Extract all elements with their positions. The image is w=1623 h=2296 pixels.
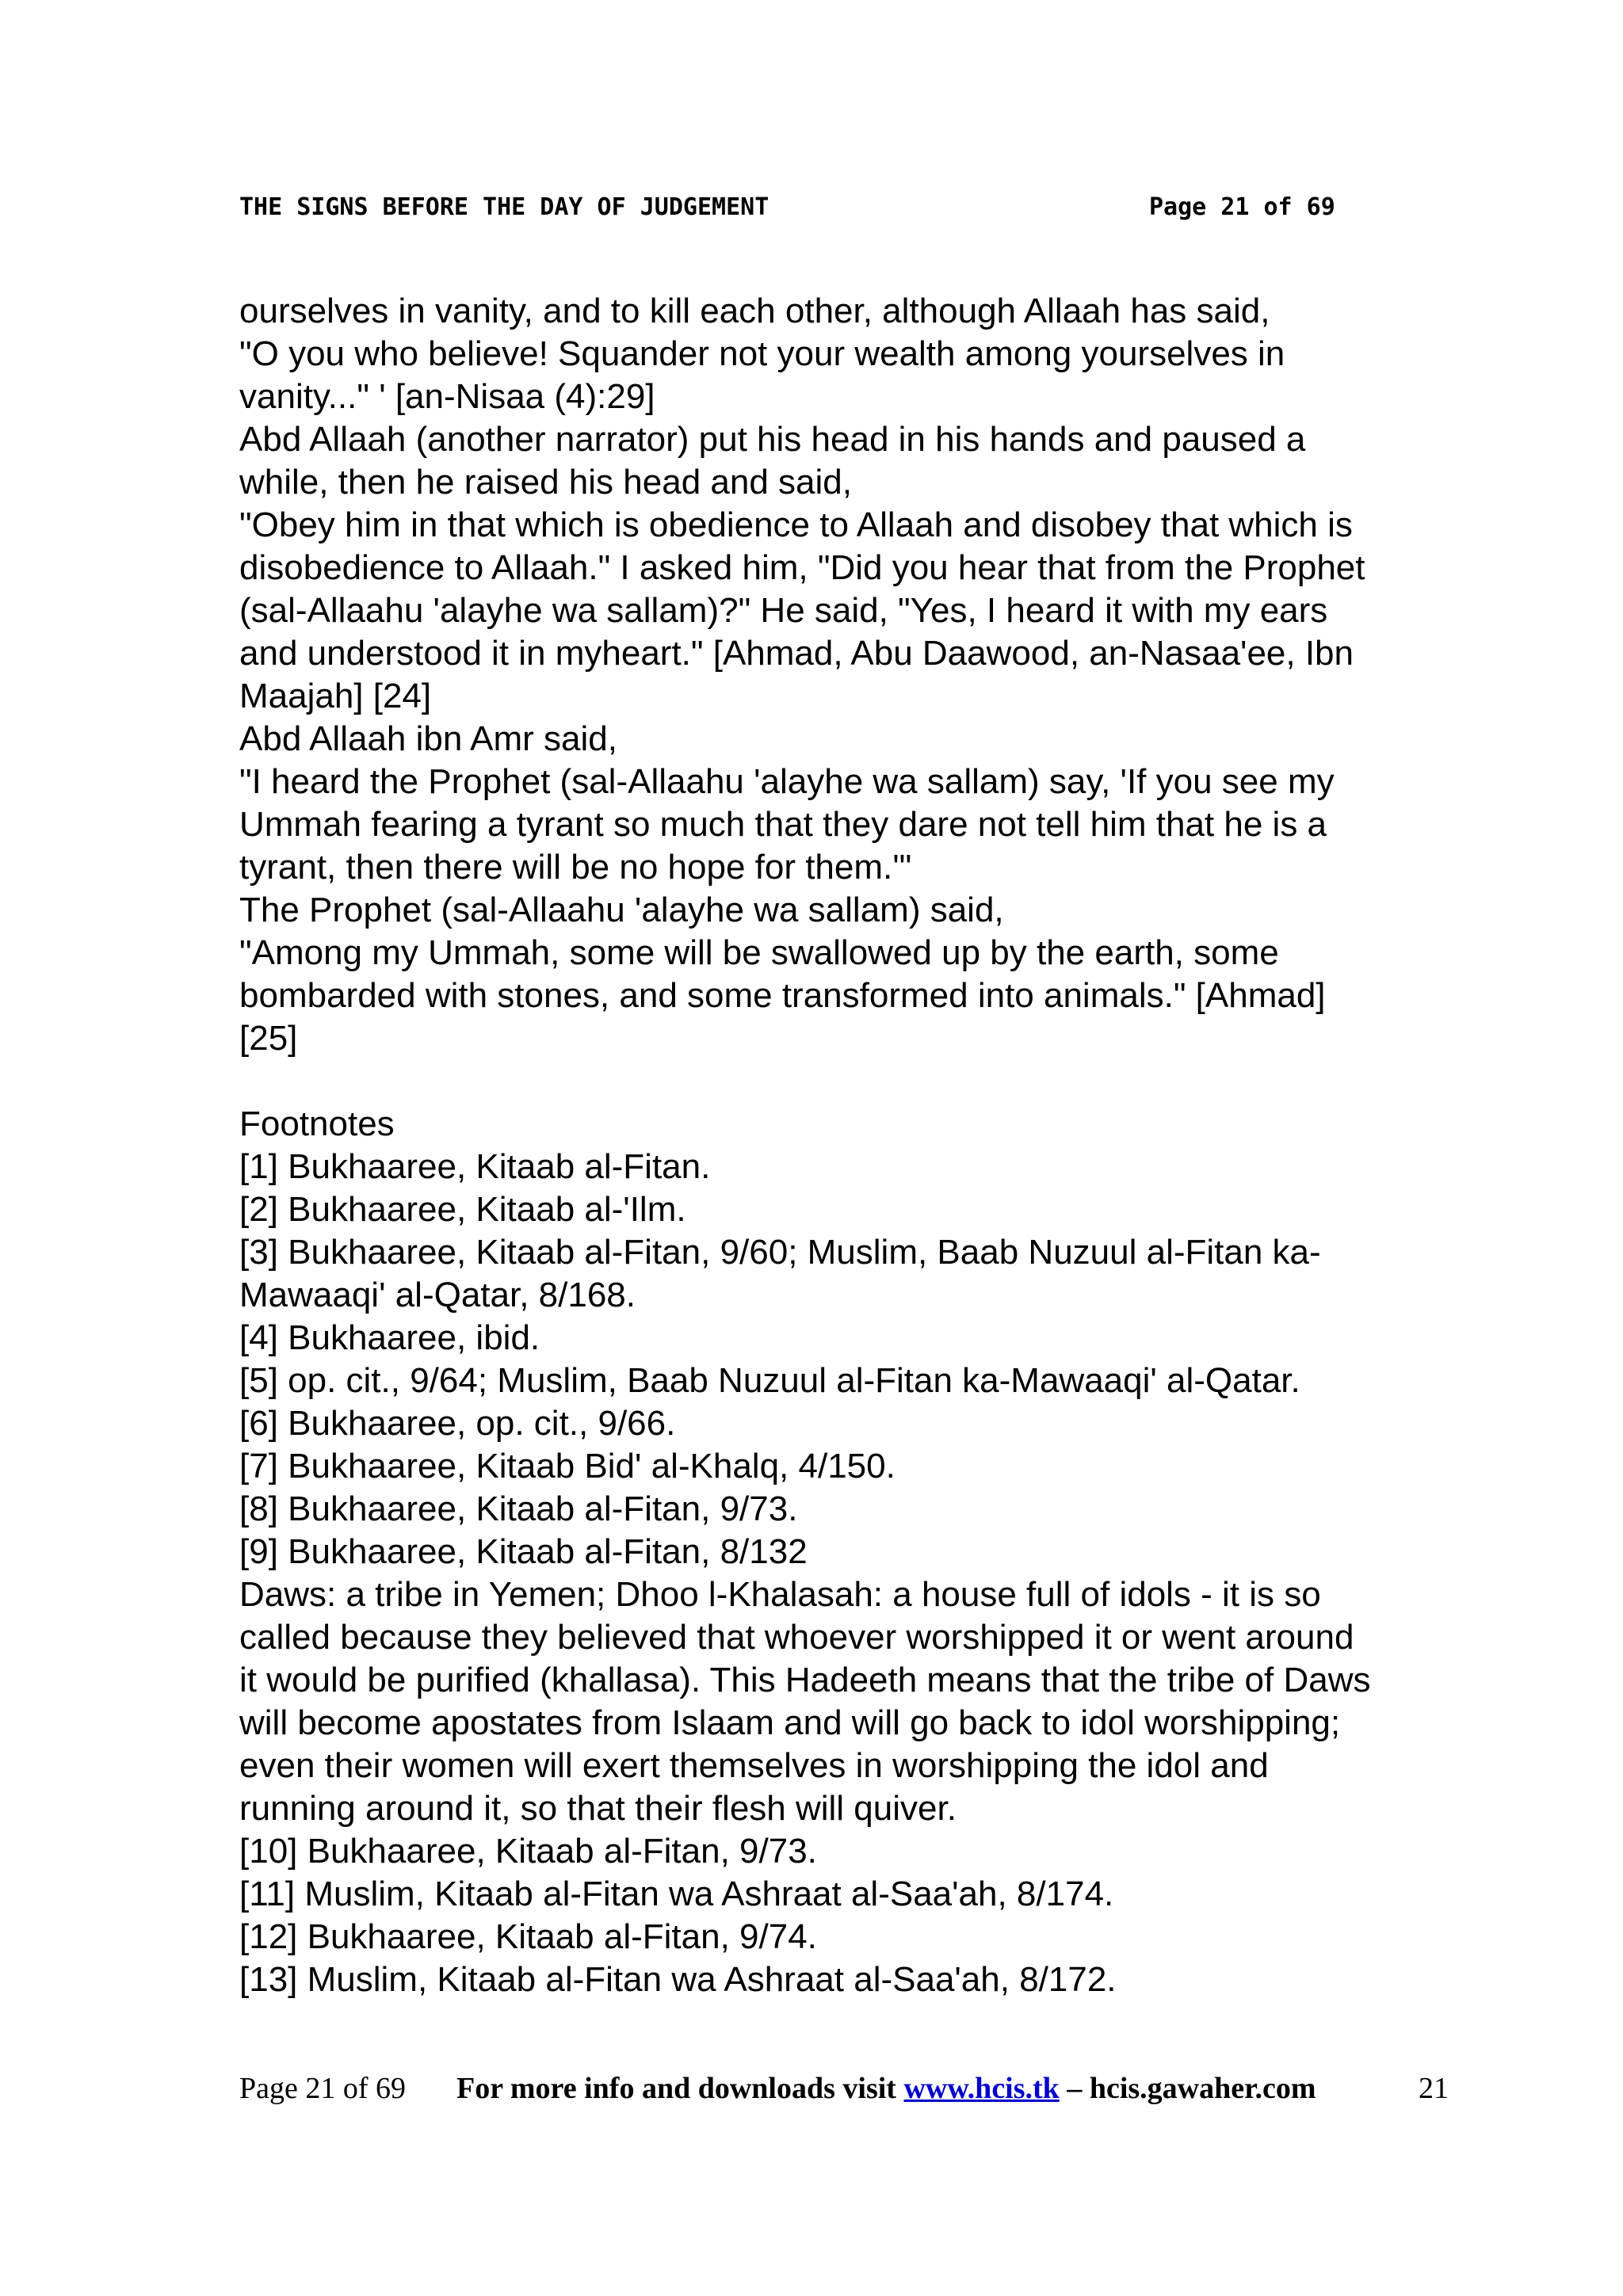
footnote-line: will become apostates from Islaam and will go back to idol worshipping;: [239, 1703, 1341, 1742]
footnote-line: [13] Muslim, Kitaab al-Fitan wa Ashraat al-Saa'ah, 8/172.: [239, 1960, 1117, 1999]
footer-page-label: Page 21 of 69: [239, 2072, 407, 2105]
paragraph-gap: [239, 1060, 1444, 1103]
body-line: while, then he raised his head and said,: [239, 463, 852, 502]
footer-page-number: 21: [1419, 2072, 1449, 2105]
body-line: and understood it in myheart." [Ahmad, Abu Daawood, an-Nasaa'ee, Ibn: [239, 634, 1354, 673]
footer-website-link[interactable]: www.hcis.tk: [903, 2072, 1060, 2105]
footer-info-prefix: For more info and downloads visit: [456, 2072, 904, 2105]
body-line: vanity..." ' [an-Nisaa (4):29]: [239, 377, 655, 416]
body-line: The Prophet (sal-Allaahu 'alayhe wa sallam) said,: [239, 891, 1004, 929]
body-line: disobedience to Allaah." I asked him, "Did you hear that from the Prophet: [239, 548, 1365, 587]
footnote-line: [12] Bukhaaree, Kitaab al-Fitan, 9/74.: [239, 1917, 817, 1956]
footnote-line: even their women will exert themselves in worshipping the idol and: [239, 1746, 1269, 1785]
footnote-line: [1] Bukhaaree, Kitaab al-Fitan.: [239, 1147, 711, 1186]
page-body: [239, 290, 1444, 2001]
footnote-line: [9] Bukhaaree, Kitaab al-Fitan, 8/132: [239, 1532, 808, 1571]
footnote-line: [11] Muslim, Kitaab al-Fitan wa Ashraat al-Saa'ah, 8/174.: [239, 1875, 1114, 1913]
footer-info: [456, 2068, 1316, 2109]
page-footer: [239, 2068, 1460, 2109]
footnote-line: it would be purified (khallasa). This Hadeeth means that the tribe of Daws: [239, 1661, 1371, 1699]
header-page-label: Page 21 of 69: [1149, 193, 1335, 221]
body-line: "Among my Ummah, some will be swallowed up by the earth, some: [239, 933, 1279, 972]
footnote-line: [2] Bukhaaree, Kitaab al-'Ilm.: [239, 1190, 686, 1229]
footnote-line: Daws: a tribe in Yemen; Dhoo l-Khalasah: a house full of idols - it is so: [239, 1575, 1321, 1614]
body-line: Abd Allaah (another narrator) put his head in his hands and paused a: [239, 420, 1306, 459]
body-line: tyrant, then there will be no hope for them.'": [239, 848, 912, 887]
footnote-line: Mawaaqi' al-Qatar, 8/168.: [239, 1276, 636, 1314]
body-line: [25]: [239, 1019, 298, 1058]
body-line: (sal-Allaahu 'alayhe wa sallam)?" He said, "Yes, I heard it with my ears: [239, 591, 1328, 630]
footer-info-suffix: – hcis.gawaher.com: [1059, 2072, 1316, 2105]
body-line: "Obey him in that which is obedience to Allaah and disobey that which is: [239, 505, 1353, 544]
footnote-line: [5] op. cit., 9/64; Muslim, Baab Nuzuul al-Fitan ka-Mawaaqi' al-Qatar.: [239, 1361, 1300, 1400]
footnote-line: running around it, so that their flesh will quiver.: [239, 1789, 957, 1828]
footnote-line: [3] Bukhaaree, Kitaab al-Fitan, 9/60; Muslim, Baab Nuzuul al-Fitan ka-: [239, 1233, 1321, 1272]
document-title: THE SIGNS BEFORE THE DAY OF JUDGEMENT: [239, 193, 769, 221]
body-line: "O you who believe! Squander not your wealth among yourselves in: [239, 334, 1285, 373]
body-line: ourselves in vanity, and to kill each other, although Allaah has said,: [239, 292, 1270, 330]
footnote-line: called because they believed that whoever worshipped it or went around: [239, 1618, 1354, 1657]
body-line: Abd Allaah ibn Amr said,: [239, 719, 617, 758]
footnotes-heading: Footnotes: [239, 1104, 395, 1143]
body-line: Ummah fearing a tyrant so much that they dare not tell him that he is a: [239, 805, 1327, 844]
footnote-line: [8] Bukhaaree, Kitaab al-Fitan, 9/73.: [239, 1489, 798, 1528]
body-line: "I heard the Prophet (sal-Allaahu 'alayhe wa sallam) say, 'If you see my: [239, 762, 1335, 801]
body-line: Maajah] [24]: [239, 677, 432, 715]
footnote-line: [10] Bukhaaree, Kitaab al-Fitan, 9/73.: [239, 1832, 817, 1871]
body-line: bombarded with stones, and some transformed into animals." [Ahmad]: [239, 976, 1326, 1015]
footnote-line: [4] Bukhaaree, ibid.: [239, 1318, 540, 1357]
footnote-line: [7] Bukhaaree, Kitaab Bid' al-Khalq, 4/150.: [239, 1447, 896, 1486]
footnote-line: [6] Bukhaaree, op. cit., 9/66.: [239, 1404, 676, 1443]
